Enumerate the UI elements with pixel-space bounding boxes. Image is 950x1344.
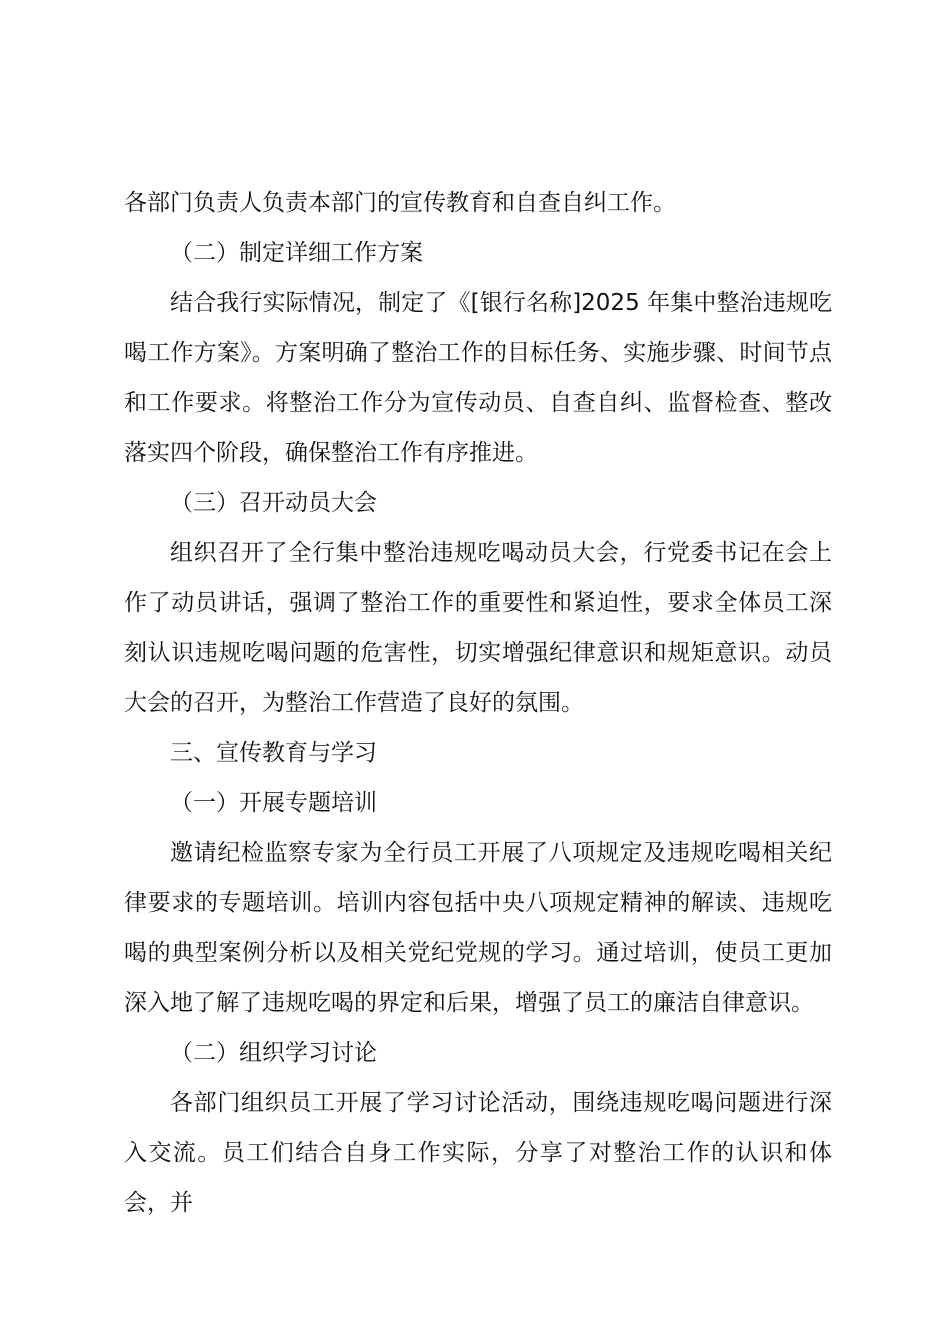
paragraph-work-plan: 结合我行实际情况，制定了《[银行名称]2025 年集中整治违规吃喝工作方案》。方案明确了整治工作的目标任务、实施步骤、时间节点和工作要求。将整治工作分为宣传动员、自查自纠、监督检查、整改落实四个阶段，确保整治工作有序推进。 bbox=[124, 290, 832, 466]
subheading-3-1: （一）开展专题培训 bbox=[170, 790, 377, 816]
subheading-2-3: （三）召开动员大会 bbox=[170, 490, 377, 516]
paragraph-continuation: 各部门负责人负责本部门的宣传教育和自查自纠工作。 bbox=[124, 190, 676, 216]
paragraph-mobilization-meeting: 组织召开了全行集中整治违规吃喝动员大会，行党委书记在会上作了动员讲话，强调了整治工作的重要性和紧迫性，要求全体员工深刻认识违规吃喝问题的危害性，切实增强纪律意识和规矩意识。动员大会的召开，为整治工作营造了良好的氛围。 bbox=[124, 540, 832, 716]
subheading-2-2: （二）制定详细工作方案 bbox=[170, 240, 423, 266]
paragraph-special-training: 邀请纪检监察专家为全行员工开展了八项规定及违规吃喝相关纪律要求的专题培训。培训内容包括中央八项规定精神的解读、违规吃喝的典型案例分析以及相关党纪党规的学习。通过培训，使员工更加深入地了解了违规吃喝的界定和后果，增强了员工的廉洁自律意识。 bbox=[124, 840, 832, 1016]
document-page bbox=[124, 178, 832, 1228]
paragraph-study-discussion: 各部门组织员工开展了学习讨论活动，围绕违规吃喝问题进行深入交流。员工们结合自身工作实际，分享了对整治工作的认识和体会，并 bbox=[124, 1090, 832, 1216]
section-heading-3: 三、宣传教育与学习 bbox=[170, 740, 377, 766]
subheading-3-2: （二）组织学习讨论 bbox=[170, 1040, 377, 1066]
